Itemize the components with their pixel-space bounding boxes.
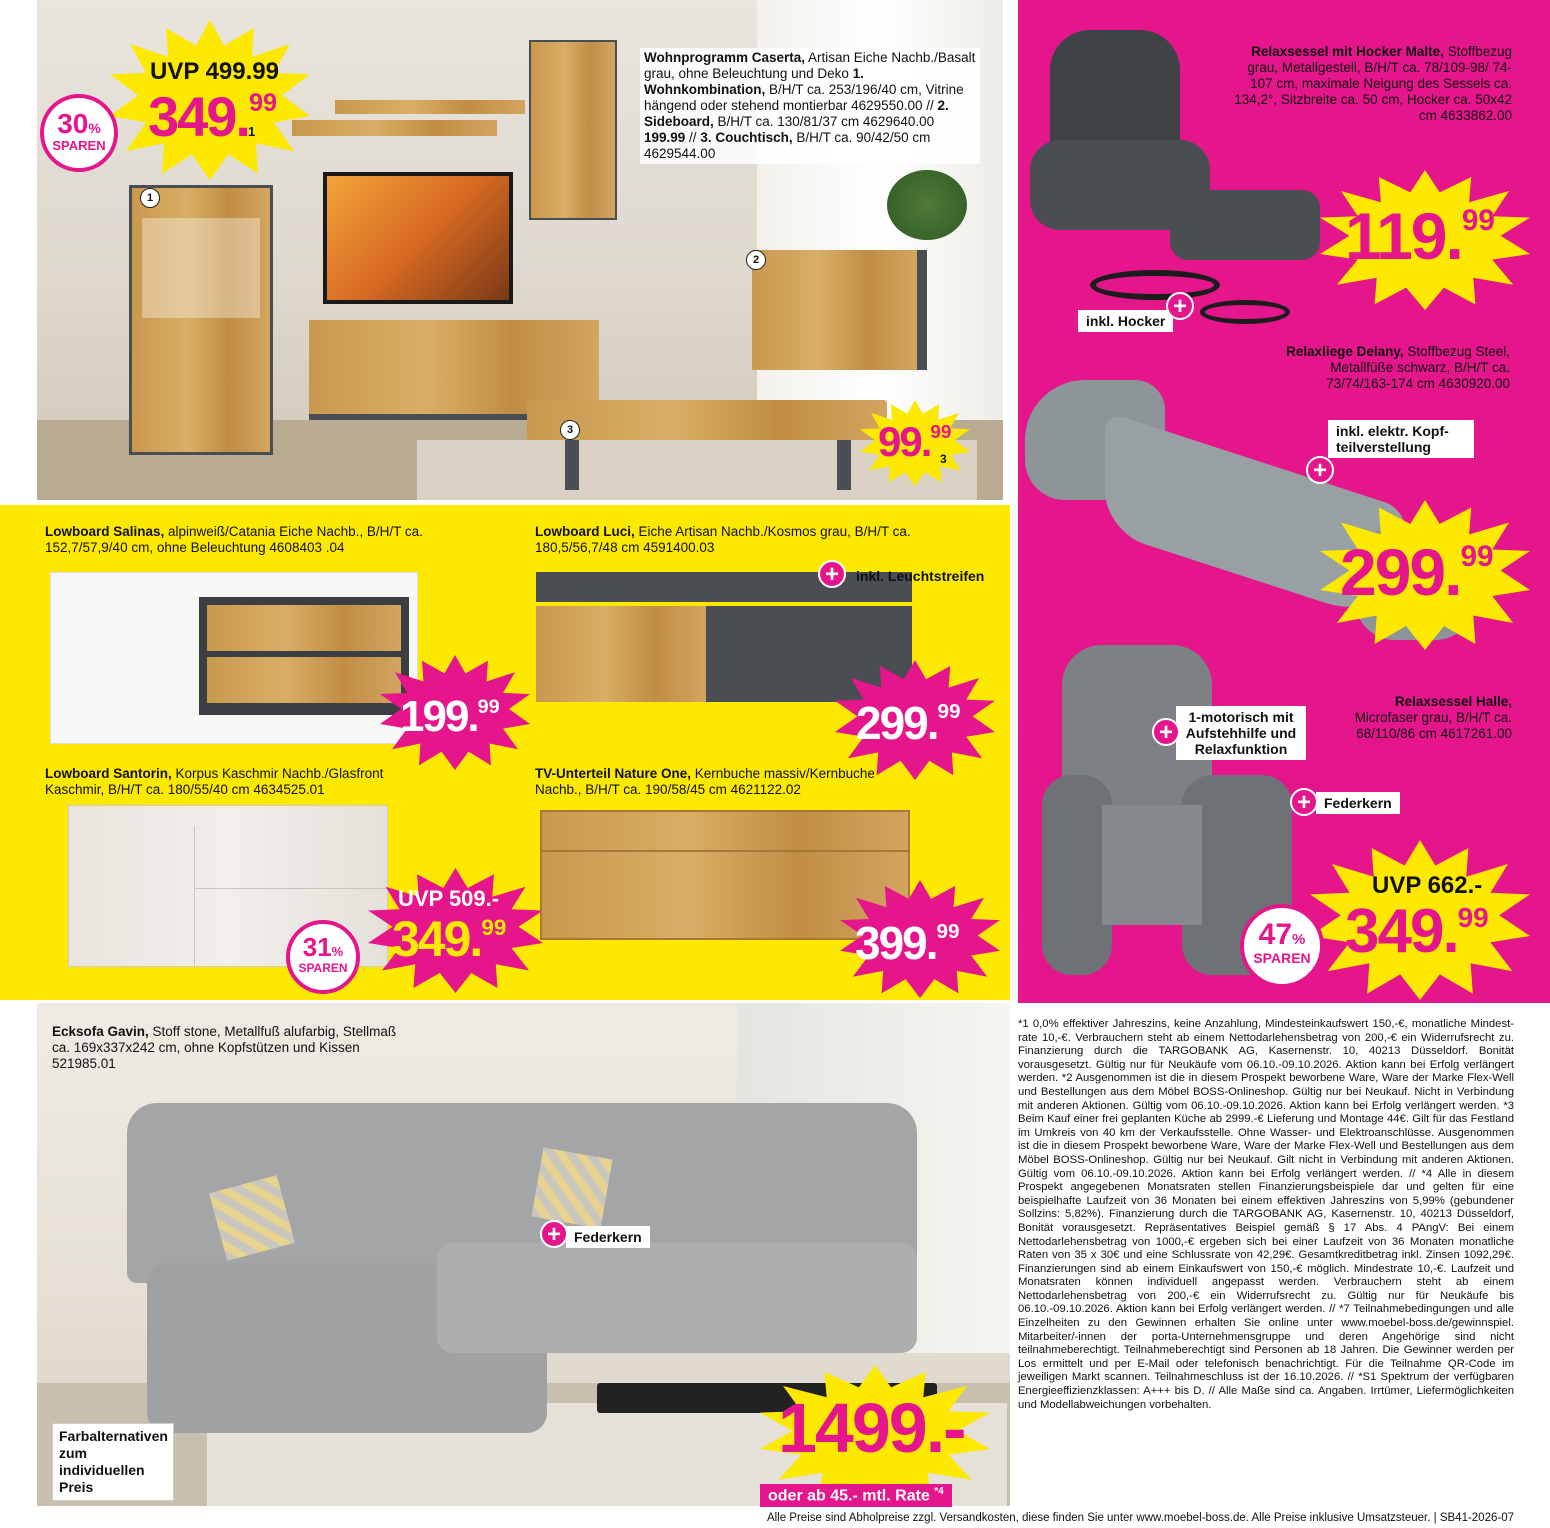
wall-shelf xyxy=(292,120,497,136)
luci-price: 299.99 xyxy=(856,697,961,749)
wall-shelf-2 xyxy=(335,100,525,114)
caserta-discount-badge: 30% SPAREN xyxy=(40,94,118,172)
delany-price: 299.99 xyxy=(1340,535,1494,609)
gavin-price: 1499.- xyxy=(778,1389,965,1467)
gavin-rate: oder ab 45.- mtl. Rate $^{*4}$ xyxy=(760,1484,952,1507)
caserta-price-ref: 1 xyxy=(248,124,256,139)
plus-icon: + xyxy=(1166,292,1194,320)
plus-icon: + xyxy=(1152,718,1180,746)
malte-description: Relaxsessel mit Hocker Malte, Stoffbezug grau, Metallgestell, B/H/T ca. 78/109-98/ 74-107 cm, maximale Neigung des Sessels ca. 134,2°, Sitzbreite ca. 50 cm, Hocker ca. 50x42 cm 4633862.00 xyxy=(1234,44,1512,123)
caserta-uvp: UVP 499.99 xyxy=(150,58,279,85)
halle-price: 349.99 xyxy=(1345,897,1489,966)
luci-description: Lowboard Luci, Eiche Artisan Nachb./Kosmos grau, B/H/T ca. 180,5/56,7/48 cm 4591400.03 xyxy=(535,524,911,555)
malte-ottoman xyxy=(1170,190,1320,260)
footnotes: *1 0,0% effektiver Jahreszins, keine Anzahlung, Mindesteinkaufswert 150,-€, monatliche Mindest-rate 10,-€. Verbrauchern steht ab einem Nettodarlehensbetrag von 200,-€ ein Widerrufsrecht zu. Finanzierung durch die TARGOBANK AG, Kasernenstr. 10, 40213 Düsseldorf. Bonität vorausgesetzt. Gültig nur für Neukäufe vom 06.10.-09.10.2026. Aktion kann bei Erfolg verlängert werden. *2 Ausgenommen ist die in diesem Prospekt beworbene Ware, Ware der Marke Flex-Well und Bestellungen aus dem Möbel BOSS-Onlineshop. Gültig nur bei Neukauf. Nicht in Verbindung mit anderen Aktionen. Gültig vom 06.10.-09.10.2026. Aktion kann bei Erfolg verlängert werden. *3 Beim Kauf einer frei geplanten Küche ab 2999.-€ Lieferung und Montage 44€. Gilt für das Festland im Umkreis von 40 km der Verkaufsstelle. Ohne Wasser- und Elektroanschlüsse. Ausgenommen ist die in diesem Prospekt beworbene Ware, Ware der Marke Flex-Well und Bestellungen aus dem Möbel BOSS-Onlineshop. Gültig nur bei Neukauf. Gilt nicht in Verbindung mit anderen Aktionen. Gültig vom 06.10.-09.10.2026. Aktion kann bei Erfolg verlängert werden. // *4 Alle in diesem Prospekt angegebenen Monatsraten stellen Finanzierungsbeispiele dar und gelten für eine beispielhafte Laufzeit von 36 Monaten bei einem effektiven Jahreszins von 5,99% (gebundener Sollzins: 5,82%). Finanzierung durch die TARGOBANK AG, Kasernenstr. 10, 40213 Düsseldorf, Bonität vorausgesetzt. Repräsentatives Beispiel gemäß § 17 Abs. 4 PAngV: Bei einem Nettodarlehensbetrag von 1000,-€ ergeben sich bei einer Laufzeit von 36 Monaten monatliche Raten von 35 x 30€ und eine Schlussrate von 42,29€. Gesamtkreditbetrag inkl. Zinsen 1092,29€. Finanzierungen sind ab einem Einkaufswert von 150,-€ möglich. Mindestrate 10,-€. Laufzeit und Monatsraten können individuell angepasst werden. Verbrauchern steht ab einem Nettodarlehensbetrag von 200,-€ ein Widerrufsrecht zu. Gültig nur für Neukäufe bis 06.10.-09.10.2026. Aktion kann bei Erfolg verlängert werden. // *7 Teilnahmebedingungen und alle Einzelheiten zu den Gewinnen erhalten Sie online unter www.moebel-boss.de/gewinnspiel. Mitarbeiter/-innen der porta-Unternehmensgruppe und deren Angehörige sind nicht teilnahmeberechtigt. Teilnahmeberechtigt sind Personen ab 18 Jahren. Die Gewinner werden per Los ermittelt und per E-Mail oder telefonisch benachrichtigt. Für die Teilnahme QR-Code im jeweiligen Markt scannen. Teilnahmeschluss ist der 16.10.2026. // *S1 Spektrum der verfügbaren Energieeffizienzklassen: A+++ bis D. // Alle Maße sind ca. Angaben. Irrtümer, Liefermöglichkeiten und Modellabweichungen vorbehalten. xyxy=(1018,1018,1514,1411)
plant xyxy=(887,170,967,240)
salinas-price: 199.99 xyxy=(400,692,500,741)
sofa-seat xyxy=(437,1243,917,1353)
caserta-description: Wohnprogramm Caserta, Artisan Eiche Nachb./Basalt grau, ohne Beleuchtung und Deko 1. Wohnkombination, B/H/T ca. 253/196/40 cm, Vitrine hängend oder stehend montierbar 4629550.00 // 2. Sideboard, B/H/T ca. 130/81/37 cm 4629640.00 199.99 // 3. Couchtisch, B/H/T ca. 90/42/50 cm 4629544.00 xyxy=(640,48,980,164)
santorin-description: Lowboard Santorin, Korpus Kaschmir Nachb./Glasfront Kaschmir, B/H/T ca. 180/55/40 cm 4634525.01 xyxy=(45,766,384,797)
salinas-lowboard xyxy=(50,572,418,744)
halle-description: Relaxsessel Halle, Microfaser grau, B/H/T ca. 68/110/86 cm 4617261.00 xyxy=(1354,694,1512,741)
nature-description: TV-Unterteil Nature One, Kernbuche massiv/Kernbuche Nachb., B/H/T ca. 190/58/45 cm 4621122.02 xyxy=(535,766,875,797)
halle-feature-tag-2: Federkern xyxy=(1316,792,1400,814)
malte-price: 119.99 xyxy=(1345,199,1495,273)
delany-feature-tag: inkl. elektr. Kopf-teilverstellung xyxy=(1328,420,1474,458)
halle-uvp: UVP 662.- xyxy=(1372,872,1483,899)
halle-discount-badge: 47% SPAREN xyxy=(1240,904,1324,988)
gavin-feature-tag: Federkern xyxy=(566,1226,650,1248)
salinas-description: Lowboard Salinas, alpinweiß/Catania Eiche Nachb., B/H/T ca. 152,7/57,9/40 cm, ohne Beleuchtung 4608403 .04 xyxy=(45,524,423,555)
marker-1: 1 xyxy=(140,188,160,208)
plus-icon: + xyxy=(1306,456,1334,484)
santorin-uvp: UVP 509.- xyxy=(398,886,500,911)
marker-3: 3 xyxy=(560,420,580,440)
marker-2: 2 xyxy=(746,250,766,270)
halle-feature-tag: 1-motorisch mit Aufstehhilfe und Relaxfunktion xyxy=(1176,706,1306,760)
nature-price: 399.99 xyxy=(855,917,960,969)
santorin-price: 349.99 xyxy=(392,911,507,967)
couchtisch-price: 99.99 xyxy=(878,418,952,465)
santorin-discount-badge: 31% SPAREN xyxy=(286,920,360,994)
couchtisch-price-ref: 3 xyxy=(940,452,947,466)
malte-feature-tag: inkl. Hocker xyxy=(1078,310,1173,332)
luci-feature-tag: inkl. Leuchtstreifen xyxy=(856,568,985,584)
vitrine-hanging xyxy=(529,40,617,220)
gavin-colors-note: Farbalternativen zum individuellen Preis xyxy=(52,1423,174,1501)
plus-icon: + xyxy=(818,560,846,588)
plus-icon: + xyxy=(1290,788,1318,816)
coffee-table xyxy=(527,400,887,440)
delany-description: Relaxliege Delany, Stoffbezug Steel, Metallfüße schwarz, B/H/T ca. 73/74/163-174 cm 4630920.00 xyxy=(1286,344,1510,391)
malte-chair xyxy=(1030,30,1230,330)
vitrine-standing xyxy=(129,185,273,455)
sideboard xyxy=(752,250,927,370)
tv xyxy=(323,172,513,304)
footer: Alle Preise sind Abholpreise zzgl. Versandkosten, diese finden Sie unter www.moebel-boss.de. Alle Preise inklusive Umsatzsteuer. | SB41-2026-07 xyxy=(766,1512,1514,1524)
pillow xyxy=(531,1147,612,1228)
gavin-description: Ecksofa Gavin, Stoff stone, Metallfuß alufarbig, Stellmaß ca. 169x337x242 cm, ohne Kopfstützen und Kissen 521985.01 xyxy=(52,1024,397,1071)
plus-icon: + xyxy=(540,1220,568,1248)
caserta-price: 349.99 xyxy=(148,85,278,148)
